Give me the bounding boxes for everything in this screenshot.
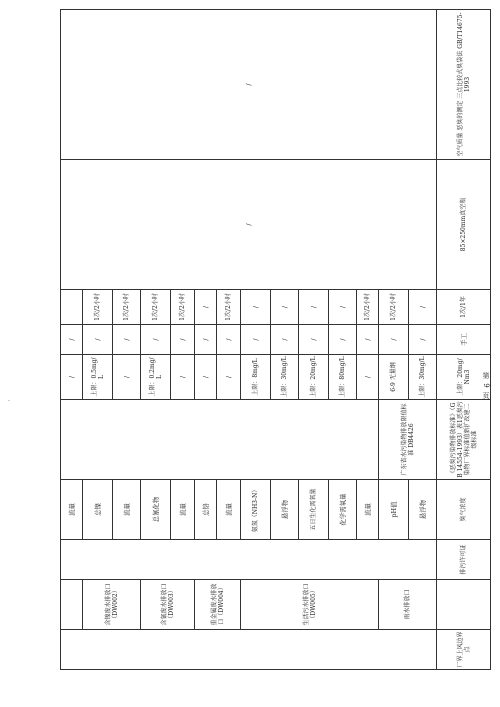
standard-cell bbox=[61, 400, 379, 480]
outlet-cell: 雨水排放口 bbox=[379, 580, 437, 630]
frequency-cell: / bbox=[271, 290, 299, 325]
method-cell: / bbox=[379, 325, 409, 355]
sampling-cell: 85×250mm真空瓶 bbox=[437, 160, 491, 290]
frequency-cell: 1次/2小时 bbox=[357, 290, 379, 325]
frequency-cell: / bbox=[195, 290, 217, 325]
method-cell: / bbox=[357, 325, 379, 355]
method-cell: / bbox=[409, 325, 437, 355]
limit-cell: / bbox=[357, 355, 379, 400]
scan-mark: · bbox=[8, 398, 10, 405]
pollutant-cell: 总氰化物 bbox=[141, 480, 171, 540]
limit-cell: 6-9 无量纲 bbox=[379, 355, 409, 400]
limit-cell: 上限：20mg/Nm3 bbox=[437, 355, 491, 400]
outlet-cell bbox=[437, 580, 491, 630]
pollutant-cell: pH值 bbox=[379, 480, 409, 540]
outlet-cell: 含镍废水排放口（DW002） bbox=[83, 580, 141, 630]
limit-cell: / bbox=[195, 355, 217, 400]
frequency-cell: 1次/2小时 bbox=[379, 290, 409, 325]
location-cell: 厂界上风边界点 bbox=[437, 630, 491, 670]
pollutant-cell: 氨氮（NH3-N） bbox=[241, 480, 271, 540]
frequency-cell bbox=[61, 290, 83, 325]
pollutant-cell: 悬浮物 bbox=[409, 480, 437, 540]
frequency-cell: 1次/2小时 bbox=[113, 290, 141, 325]
limit-cell: 上限：8mg/L bbox=[241, 355, 271, 400]
sampling-cell: / bbox=[61, 160, 437, 290]
limit-cell: 上限：80mg/L bbox=[329, 355, 357, 400]
limit-cell: 上限：0.5mg/L bbox=[83, 355, 113, 400]
analysis-cell: 空气质量 恶臭的测定 三点比较式臭袋法 GB/T14675-1993 bbox=[437, 10, 491, 160]
limit-cell: / bbox=[61, 355, 83, 400]
limit-cell: 上限：20mg/L bbox=[299, 355, 329, 400]
monitoring-table-rotated bbox=[60, 10, 490, 670]
pollutant-cell: 总铬 bbox=[195, 480, 217, 540]
method-cell: 手工 bbox=[437, 325, 491, 355]
standard-cell: 《恶臭污染物排放标准》（GB 14554-1993）表1恶臭污染物厂界标准值新扩改建二级标准 bbox=[437, 400, 491, 480]
method-cell: / bbox=[271, 325, 299, 355]
outlet-cell: 生活污水排放口（DW005） bbox=[241, 580, 379, 630]
page-number: 第 9 页 bbox=[482, 372, 490, 400]
frequency-cell: 1次/2小时 bbox=[217, 290, 241, 325]
method-cell: / bbox=[299, 325, 329, 355]
limit-cell: / bbox=[217, 355, 241, 400]
method-cell: / bbox=[113, 325, 141, 355]
empty-cell bbox=[61, 540, 437, 580]
frequency-cell: / bbox=[409, 290, 437, 325]
empty-cell bbox=[61, 630, 437, 670]
method-cell: / bbox=[329, 325, 357, 355]
table-row bbox=[61, 10, 83, 670]
frequency-cell: / bbox=[241, 290, 271, 325]
frequency-cell: / bbox=[329, 290, 357, 325]
method-cell: / bbox=[61, 325, 83, 355]
frequency-cell: 1次/2小时 bbox=[83, 290, 113, 325]
permit-cell: 排污许可证 bbox=[437, 540, 491, 580]
outlet-cell bbox=[61, 580, 83, 630]
limit-cell: / bbox=[113, 355, 141, 400]
limit-cell: 上限：30mg/L bbox=[271, 355, 299, 400]
pollutant-cell: 流量 bbox=[61, 480, 83, 540]
pollutant-cell: 臭气浓度 bbox=[437, 480, 491, 540]
method-cell: / bbox=[171, 325, 195, 355]
method-cell: / bbox=[83, 325, 113, 355]
pollutant-cell: 流量 bbox=[217, 480, 241, 540]
outlet-cell: 重金属废水排放口（DW004） bbox=[195, 580, 241, 630]
pollutant-cell: 总镍 bbox=[83, 480, 113, 540]
method-cell: / bbox=[141, 325, 171, 355]
limit-cell: 上限：30mg/L bbox=[409, 355, 437, 400]
outlet-cell: 含氰废水排放口（DW003） bbox=[141, 580, 195, 630]
pollutant-cell: 五日生化需氧量 bbox=[299, 480, 329, 540]
frequency-cell: 1次/2小时 bbox=[171, 290, 195, 325]
frequency-cell: 1次/1年 bbox=[437, 290, 491, 325]
limit-cell: / bbox=[171, 355, 195, 400]
standard-cell: 广东省水污染物排放限值标准 DB4426 bbox=[379, 400, 437, 480]
pollutant-cell: 流量 bbox=[357, 480, 379, 540]
pollutant-cell: 化学需氧量 bbox=[329, 480, 357, 540]
method-cell: / bbox=[241, 325, 271, 355]
frequency-cell: 1次/2小时 bbox=[141, 290, 171, 325]
pollutant-cell: 流量 bbox=[171, 480, 195, 540]
monitoring-table bbox=[60, 9, 491, 670]
limit-cell: 上限：0.2mg/L bbox=[141, 355, 171, 400]
table-row bbox=[437, 10, 491, 670]
frequency-cell: / bbox=[299, 290, 329, 325]
pollutant-cell: 悬浮物 bbox=[271, 480, 299, 540]
method-cell: / bbox=[195, 325, 217, 355]
pollutant-cell: 流量 bbox=[113, 480, 141, 540]
analysis-cell: / bbox=[61, 10, 437, 160]
method-cell: / bbox=[217, 325, 241, 355]
